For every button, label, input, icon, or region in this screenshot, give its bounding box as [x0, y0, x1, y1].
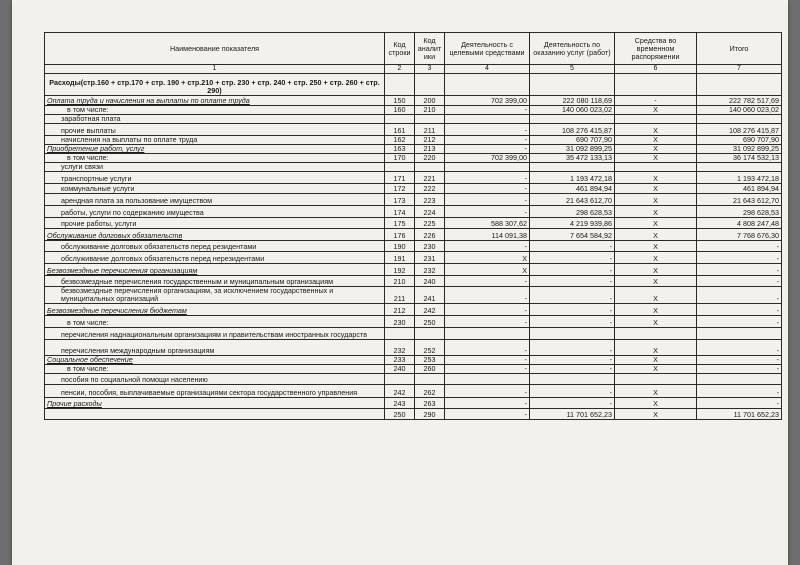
cell-code: 163	[385, 145, 415, 154]
cell-services: -	[530, 276, 615, 287]
cell-services: 11 701 652,23	[530, 409, 615, 420]
cell-total: 298 628,53	[697, 206, 782, 218]
cell-kosgu: 211	[415, 124, 445, 136]
cell-services	[530, 163, 615, 172]
cell-kosgu	[415, 163, 445, 172]
table-row	[45, 115, 782, 124]
cell-name: Безвозмездные перечисления организациям	[45, 264, 385, 276]
cell-services	[530, 74, 615, 96]
cell-kosgu: 223	[415, 194, 445, 206]
cell-code: 243	[385, 398, 415, 409]
cell-code: 176	[385, 229, 415, 241]
cell-targeted: 588 307,62	[445, 218, 530, 229]
cell-total: -	[697, 287, 782, 304]
cell-targeted: -	[445, 124, 530, 136]
cell-total: 461 894,94	[697, 184, 782, 194]
cell-code: 175	[385, 218, 415, 229]
cell-code: 173	[385, 194, 415, 206]
cell-services: -	[530, 264, 615, 276]
header-name: Наименование показателя	[45, 33, 385, 65]
cell-services: 35 472 133,13	[530, 154, 615, 163]
cell-name: услуги связи	[45, 163, 385, 172]
cell-total: 11 701 652,23	[697, 409, 782, 420]
cell-kosgu: 242	[415, 304, 445, 316]
cell-kosgu: 250	[415, 316, 445, 328]
cell-targeted: -	[445, 304, 530, 316]
cell-total: -	[697, 340, 782, 356]
cell-code	[385, 74, 415, 96]
cell-services: -	[530, 241, 615, 252]
cell-targeted: -	[445, 287, 530, 304]
cell-code: 150	[385, 96, 415, 106]
cell-name: Безвозмездные перечисления бюджетам	[45, 304, 385, 316]
cell-kosgu: 224	[415, 206, 445, 218]
cell-temp	[615, 74, 697, 96]
cell-temp: Х	[615, 264, 697, 276]
column-number: 1	[45, 65, 385, 74]
table-row	[45, 184, 782, 194]
cell-targeted: -	[445, 106, 530, 115]
cell-total: 108 276 415,87	[697, 124, 782, 136]
cell-name: заработная плата	[45, 115, 385, 124]
cell-kosgu	[415, 74, 445, 96]
cell-services: -	[530, 340, 615, 356]
cell-name: Социальное обеспечение	[45, 356, 385, 365]
cell-code: 250	[385, 409, 415, 420]
cell-code	[385, 328, 415, 340]
cell-name: арендная плата за пользование имуществом	[45, 194, 385, 206]
cell-kosgu: 241	[415, 287, 445, 304]
cell-total: 31 092 899,25	[697, 145, 782, 154]
table-row	[45, 287, 782, 304]
cell-code: 170	[385, 154, 415, 163]
cell-temp	[615, 328, 697, 340]
cell-name: Прочие расходы	[45, 398, 385, 409]
cell-kosgu: 220	[415, 154, 445, 163]
cell-services: -	[530, 398, 615, 409]
cell-services: 1 193 472,18	[530, 172, 615, 184]
cell-total: -	[697, 365, 782, 374]
cell-services: 108 276 415,87	[530, 124, 615, 136]
cell-targeted	[445, 328, 530, 340]
cell-name: коммунальные услуги	[45, 184, 385, 194]
cell-total: -	[697, 385, 782, 398]
cell-code	[385, 163, 415, 172]
cell-targeted: -	[445, 136, 530, 145]
cell-code: 230	[385, 316, 415, 328]
cell-services: 7 654 584,92	[530, 229, 615, 241]
cell-total: -	[697, 304, 782, 316]
cell-temp: -	[615, 96, 697, 106]
cell-kosgu: 252	[415, 340, 445, 356]
cell-temp	[615, 374, 697, 385]
cell-services: -	[530, 287, 615, 304]
cell-kosgu: 200	[415, 96, 445, 106]
cell-kosgu: 230	[415, 241, 445, 252]
cell-code: 171	[385, 172, 415, 184]
column-number-row	[45, 65, 782, 74]
table-row	[45, 218, 782, 229]
cell-code: 212	[385, 304, 415, 316]
table-row	[45, 163, 782, 172]
cell-name: в том числе:	[45, 106, 385, 115]
cell-temp: Х	[615, 194, 697, 206]
cell-temp: Х	[615, 385, 697, 398]
cell-targeted: 702 399,00	[445, 96, 530, 106]
cell-code: 161	[385, 124, 415, 136]
cell-code: 190	[385, 241, 415, 252]
header-services: Деятельность по оказанию услуг (работ)	[530, 33, 615, 65]
cell-targeted	[445, 74, 530, 96]
cell-targeted	[445, 163, 530, 172]
cell-services: -	[530, 304, 615, 316]
column-number: 5	[530, 65, 615, 74]
cell-code: 242	[385, 385, 415, 398]
cell-temp	[615, 163, 697, 172]
cell-targeted: -	[445, 385, 530, 398]
table-row	[45, 172, 782, 184]
cell-temp: Х	[615, 316, 697, 328]
cell-services	[530, 328, 615, 340]
header-temp: Средства во временном распоряжении	[615, 33, 697, 65]
table-row	[45, 304, 782, 316]
cell-services: 31 092 899,25	[530, 145, 615, 154]
table-row	[45, 264, 782, 276]
cell-targeted: -	[445, 276, 530, 287]
expenses-table	[44, 32, 782, 420]
cell-name: в том числе:	[45, 365, 385, 374]
column-number: 4	[445, 65, 530, 74]
cell-name: начисления на выплаты по оплате труда	[45, 136, 385, 145]
cell-kosgu: 253	[415, 356, 445, 365]
cell-name: пособия по социальной помощи населению	[45, 374, 385, 385]
cell-name: перечисления международным организациям	[45, 340, 385, 356]
cell-name: перечисления наднациональным организациям и правительствам иностранных государств	[45, 328, 385, 340]
table-row	[45, 252, 782, 264]
cell-name: транспортные услуги	[45, 172, 385, 184]
cell-kosgu: 260	[415, 365, 445, 374]
cell-temp: Х	[615, 276, 697, 287]
cell-services: 298 628,53	[530, 206, 615, 218]
cell-temp	[615, 115, 697, 124]
cell-kosgu: 221	[415, 172, 445, 184]
table-row	[45, 356, 782, 365]
table-row	[45, 241, 782, 252]
cell-targeted: -	[445, 398, 530, 409]
cell-kosgu: 226	[415, 229, 445, 241]
cell-total: 690 707,90	[697, 136, 782, 145]
cell-total	[697, 374, 782, 385]
table-row	[45, 194, 782, 206]
cell-services: 690 707,90	[530, 136, 615, 145]
cell-code: 211	[385, 287, 415, 304]
cell-code	[385, 115, 415, 124]
cell-services: -	[530, 385, 615, 398]
cell-name: Обслуживание долговых обязательств	[45, 229, 385, 241]
cell-kosgu: 225	[415, 218, 445, 229]
header-row	[45, 33, 782, 65]
cell-temp: Х	[615, 365, 697, 374]
cell-temp: Х	[615, 106, 697, 115]
cell-code: 172	[385, 184, 415, 194]
cell-code: 174	[385, 206, 415, 218]
cell-code	[385, 374, 415, 385]
cell-temp: Х	[615, 252, 697, 264]
cell-services	[530, 115, 615, 124]
cell-total: -	[697, 241, 782, 252]
cell-services: 21 643 612,70	[530, 194, 615, 206]
cell-targeted: -	[445, 409, 530, 420]
cell-temp: Х	[615, 340, 697, 356]
table-row	[45, 145, 782, 154]
table-row	[45, 136, 782, 145]
table-row	[45, 374, 782, 385]
cell-total: -	[697, 356, 782, 365]
cell-total: 7 768 676,30	[697, 229, 782, 241]
cell-kosgu: 213	[415, 145, 445, 154]
cell-code: 162	[385, 136, 415, 145]
cell-kosgu: 262	[415, 385, 445, 398]
cell-total: -	[697, 276, 782, 287]
cell-services: -	[530, 356, 615, 365]
header-total: Итого	[697, 33, 782, 65]
cell-services: -	[530, 252, 615, 264]
cell-targeted: -	[445, 184, 530, 194]
cell-temp: Х	[615, 229, 697, 241]
cell-kosgu: 212	[415, 136, 445, 145]
cell-temp: Х	[615, 356, 697, 365]
cell-name: Оплата труда и начисления на выплаты по оплате труда	[45, 96, 385, 106]
cell-total: 222 782 517,69	[697, 96, 782, 106]
cell-kosgu: 240	[415, 276, 445, 287]
cell-name: прочие выплаты	[45, 124, 385, 136]
cell-kosgu: 222	[415, 184, 445, 194]
cell-name: обслуживание долговых обязательств перед резидентами	[45, 241, 385, 252]
table-row	[45, 74, 782, 96]
column-number: 2	[385, 65, 415, 74]
cell-temp: Х	[615, 241, 697, 252]
cell-code: 240	[385, 365, 415, 374]
table-row	[45, 328, 782, 340]
cell-services: 4 219 939,86	[530, 218, 615, 229]
cell-services: 140 060 023,02	[530, 106, 615, 115]
table-row	[45, 206, 782, 218]
cell-name: в том числе:	[45, 316, 385, 328]
cell-kosgu: 290	[415, 409, 445, 420]
cell-kosgu: 232	[415, 264, 445, 276]
cell-total: -	[697, 252, 782, 264]
cell-kosgu: 231	[415, 252, 445, 264]
cell-services	[530, 374, 615, 385]
cell-code: 160	[385, 106, 415, 115]
cell-kosgu	[415, 374, 445, 385]
cell-total: 1 193 472,18	[697, 172, 782, 184]
table-row	[45, 385, 782, 398]
table-row	[45, 96, 782, 106]
table-row	[45, 229, 782, 241]
cell-total: 21 643 612,70	[697, 194, 782, 206]
cell-total	[697, 163, 782, 172]
cell-targeted: -	[445, 316, 530, 328]
table-row	[45, 409, 782, 420]
cell-kosgu	[415, 328, 445, 340]
cell-code: 192	[385, 264, 415, 276]
cell-targeted: -	[445, 365, 530, 374]
cell-temp: Х	[615, 172, 697, 184]
cell-code: 191	[385, 252, 415, 264]
cell-name: Приобретение работ, услуг	[45, 145, 385, 154]
cell-total	[697, 115, 782, 124]
cell-temp: Х	[615, 409, 697, 420]
cell-name: прочие работы, услуги	[45, 218, 385, 229]
cell-targeted	[445, 374, 530, 385]
column-number: 7	[697, 65, 782, 74]
cell-targeted: 702 399,00	[445, 154, 530, 163]
table-row	[45, 316, 782, 328]
cell-temp: Х	[615, 218, 697, 229]
cell-temp: Х	[615, 304, 697, 316]
cell-targeted: -	[445, 145, 530, 154]
cell-targeted: -	[445, 172, 530, 184]
cell-targeted: -	[445, 194, 530, 206]
cell-temp: Х	[615, 398, 697, 409]
cell-name: Расходы(стр.160 + стр.170 + стр. 190 + стр.210 + стр. 230 + стр. 240 + стр. 250 + стр. 260 + стр. 290)	[45, 74, 385, 96]
cell-targeted: Х	[445, 252, 530, 264]
cell-kosgu: 210	[415, 106, 445, 115]
cell-total: 140 060 023,02	[697, 106, 782, 115]
cell-targeted: -	[445, 206, 530, 218]
cell-temp: Х	[615, 287, 697, 304]
header-analytic-code: Код аналит ики	[415, 33, 445, 65]
cell-kosgu: 263	[415, 398, 445, 409]
cell-temp: Х	[615, 184, 697, 194]
cell-services: -	[530, 365, 615, 374]
cell-total: 4 808 247,48	[697, 218, 782, 229]
table-row	[45, 365, 782, 374]
cell-services: 461 894,94	[530, 184, 615, 194]
cell-temp: Х	[615, 124, 697, 136]
cell-targeted: Х	[445, 264, 530, 276]
cell-targeted: 114 091,38	[445, 229, 530, 241]
table-row	[45, 340, 782, 356]
cell-name: безвозмездные перечисления организациям, за исключением государственных и муниципальных организаций	[45, 287, 385, 304]
cell-temp: Х	[615, 145, 697, 154]
cell-name	[45, 409, 385, 420]
column-number: 6	[615, 65, 697, 74]
header-line-code: Код строки	[385, 33, 415, 65]
cell-services: -	[530, 316, 615, 328]
cell-kosgu	[415, 115, 445, 124]
cell-name: обслуживание долговых обязательств перед нерезидентами	[45, 252, 385, 264]
header-targeted: Деятельность с целевыми средствами	[445, 33, 530, 65]
table-row	[45, 398, 782, 409]
cell-code: 210	[385, 276, 415, 287]
cell-name: работы, услуги по содержанию имущества	[45, 206, 385, 218]
table-row	[45, 106, 782, 115]
cell-code: 232	[385, 340, 415, 356]
document-page	[12, 0, 788, 565]
table-row	[45, 276, 782, 287]
cell-total: 36 174 532,13	[697, 154, 782, 163]
cell-total	[697, 328, 782, 340]
cell-code: 233	[385, 356, 415, 365]
cell-name: в том числе:	[45, 154, 385, 163]
cell-total	[697, 74, 782, 96]
cell-total: -	[697, 264, 782, 276]
column-number: 3	[415, 65, 445, 74]
cell-name: пенсии, пособия, выплачиваемые организациями сектора государственного управления	[45, 385, 385, 398]
cell-name: безвозмездные перечисления государственным и муниципальным организациям	[45, 276, 385, 287]
cell-temp: Х	[615, 154, 697, 163]
table-row	[45, 154, 782, 163]
cell-targeted	[445, 115, 530, 124]
cell-targeted: -	[445, 356, 530, 365]
cell-total: -	[697, 398, 782, 409]
table-row	[45, 124, 782, 136]
cell-targeted: -	[445, 241, 530, 252]
cell-temp: Х	[615, 136, 697, 145]
cell-temp: Х	[615, 206, 697, 218]
cell-services: 222 080 118,69	[530, 96, 615, 106]
cell-total: -	[697, 316, 782, 328]
cell-targeted: -	[445, 340, 530, 356]
